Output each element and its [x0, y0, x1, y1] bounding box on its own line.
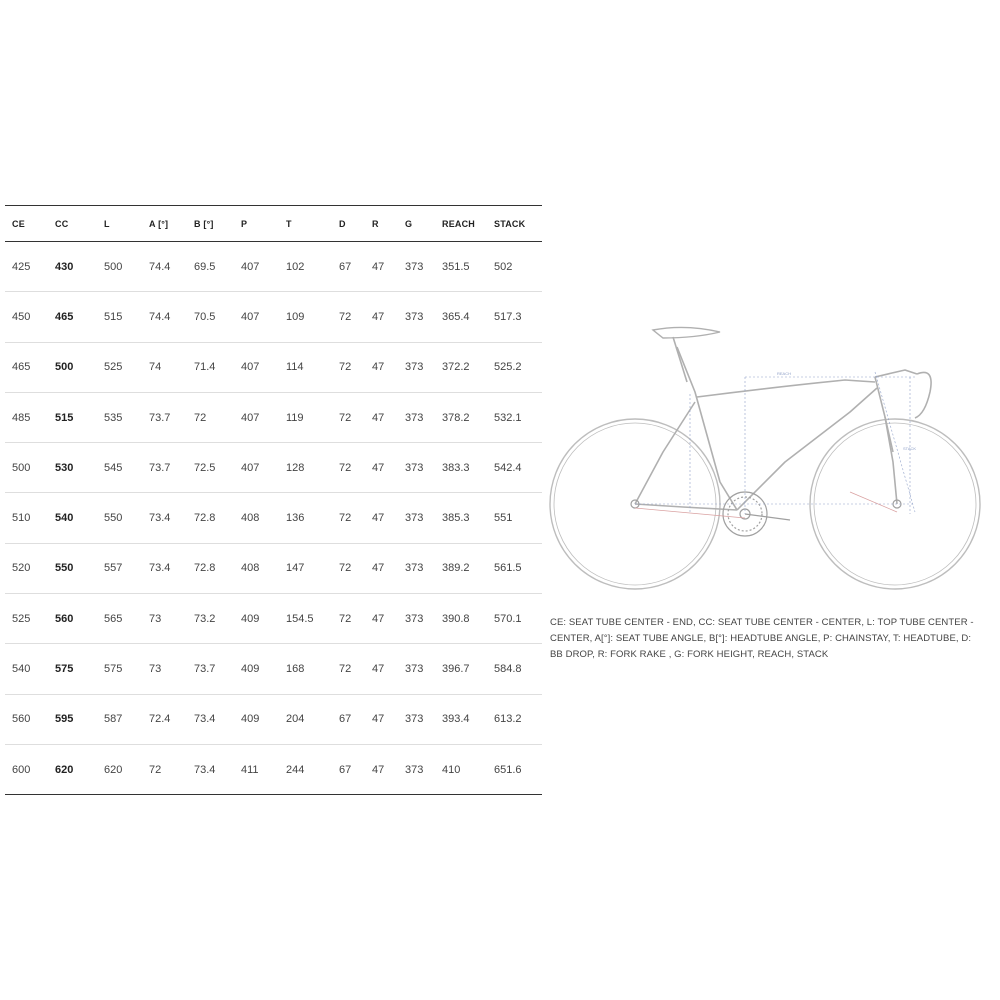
cell-d: 67	[332, 242, 365, 292]
cell-t: 128	[279, 443, 332, 493]
cell-d: 72	[332, 594, 365, 644]
cell-d: 72	[332, 543, 365, 593]
cell-t: 114	[279, 342, 332, 392]
cell-a: 73.7	[142, 392, 187, 442]
cell-cc: 560	[48, 594, 97, 644]
cell-d: 67	[332, 694, 365, 744]
table-row	[5, 292, 542, 342]
cell-r: 47	[365, 694, 398, 744]
cell-b: 72.5	[187, 443, 234, 493]
header-row	[5, 206, 542, 242]
cell-cc: 430	[48, 242, 97, 292]
cell-r: 47	[365, 443, 398, 493]
cell-ce: 450	[5, 292, 48, 342]
cell-b: 70.5	[187, 292, 234, 342]
cell-p: 407	[234, 292, 279, 342]
fork	[885, 417, 897, 504]
cell-d: 72	[332, 644, 365, 694]
header-b: B [°]	[194, 218, 214, 229]
cell-b: 73.4	[187, 694, 234, 744]
geometry-table-header	[5, 206, 542, 242]
geometry-table-body	[5, 242, 542, 795]
cell-b: 73.7	[187, 644, 234, 694]
cell-reach: 390.8	[435, 594, 487, 644]
cell-a: 73.7	[142, 443, 187, 493]
cell-g: 373	[398, 744, 435, 794]
cell-g: 373	[398, 292, 435, 342]
cell-t: 102	[279, 242, 332, 292]
header-a: A [°]	[149, 218, 169, 229]
cell-b: 69.5	[187, 242, 234, 292]
cell-t: 147	[279, 543, 332, 593]
cell-ce: 525	[5, 594, 48, 644]
cell-d: 72	[332, 342, 365, 392]
cell-ce: 560	[5, 694, 48, 744]
cell-reach: 396.7	[435, 644, 487, 694]
cell-g: 373	[398, 493, 435, 543]
cell-reach: 372.2	[435, 342, 487, 392]
cell-a: 74.4	[142, 292, 187, 342]
cell-p: 407	[234, 242, 279, 292]
cell-cc: 465	[48, 292, 97, 342]
cell-reach: 385.3	[435, 493, 487, 543]
table-row	[5, 392, 542, 442]
cell-g: 373	[398, 342, 435, 392]
table-row	[5, 694, 542, 744]
header-cc: CC	[55, 218, 69, 229]
cell-r: 47	[365, 292, 398, 342]
cell-d: 72	[332, 493, 365, 543]
cell-a: 72.4	[142, 694, 187, 744]
cell-stack: 570.1	[487, 594, 542, 644]
cell-l: 550	[97, 493, 142, 543]
cell-p: 408	[234, 543, 279, 593]
cell-a: 74	[142, 342, 187, 392]
geometry-legend: CE: SEAT TUBE CENTER - END, CC: SEAT TUBE CENTER - CENTER, L: TOP TUBE CENTER - CENTER, A[°]: SEAT TUBE ANGLE, B[°]: HEADTUBE ANGLE, P: CHAINSTAY, T: HEADTUBE, D: BB DROP, R: FORK RAKE , G: FORK HEIGHT, REACH, STACK	[550, 617, 974, 660]
cell-b: 73.2	[187, 594, 234, 644]
cell-l: 575	[97, 644, 142, 694]
cell-l: 535	[97, 392, 142, 442]
header-reach: REACH	[442, 218, 476, 229]
cell-cc: 620	[48, 744, 97, 794]
cell-a: 73.4	[142, 493, 187, 543]
cell-t: 119	[279, 392, 332, 442]
header-r: R	[372, 218, 379, 229]
cell-b: 72	[187, 392, 234, 442]
cell-g: 373	[398, 443, 435, 493]
cell-t: 168	[279, 644, 332, 694]
cell-stack: 651.6	[487, 744, 542, 794]
cell-stack: 532.1	[487, 392, 542, 442]
cell-r: 47	[365, 594, 398, 644]
cell-g: 373	[398, 392, 435, 442]
cell-d: 72	[332, 443, 365, 493]
cell-a: 73.4	[142, 543, 187, 593]
cell-r: 47	[365, 342, 398, 392]
cell-cc: 595	[48, 694, 97, 744]
cell-ce: 510	[5, 493, 48, 543]
cell-reach: 410	[435, 744, 487, 794]
bike-geometry-diagram	[545, 322, 995, 612]
cell-cc: 530	[48, 443, 97, 493]
seatstay	[635, 402, 695, 504]
cell-ce: 425	[5, 242, 48, 292]
cell-ce: 600	[5, 744, 48, 794]
cell-reach: 393.4	[435, 694, 487, 744]
handlebar	[915, 372, 931, 418]
table-row	[5, 543, 542, 593]
cell-g: 373	[398, 594, 435, 644]
down-tube	[737, 388, 877, 510]
table-row	[5, 594, 542, 644]
cell-t: 154.5	[279, 594, 332, 644]
cell-stack: 517.3	[487, 292, 542, 342]
cell-cc: 575	[48, 644, 97, 694]
reach-label: REACH	[777, 371, 792, 376]
cell-r: 47	[365, 392, 398, 442]
header-l: L	[104, 218, 110, 229]
cell-p: 409	[234, 694, 279, 744]
cell-cc: 500	[48, 342, 97, 392]
cell-l: 565	[97, 594, 142, 644]
cell-g: 373	[398, 694, 435, 744]
cell-t: 136	[279, 493, 332, 543]
cell-b: 73.4	[187, 744, 234, 794]
cell-p: 409	[234, 644, 279, 694]
cell-t: 244	[279, 744, 332, 794]
cell-ce: 465	[5, 342, 48, 392]
cell-p: 408	[234, 493, 279, 543]
geometry-table	[5, 205, 542, 795]
table-row	[5, 744, 542, 794]
table-row	[5, 493, 542, 543]
cell-g: 373	[398, 644, 435, 694]
table-row	[5, 342, 542, 392]
stem	[875, 370, 917, 377]
head-tube	[875, 377, 893, 452]
cell-l: 525	[97, 342, 142, 392]
table-row	[5, 242, 542, 292]
cell-stack: 613.2	[487, 694, 542, 744]
cell-r: 47	[365, 644, 398, 694]
header-d: D	[339, 218, 346, 229]
header-g: G	[405, 218, 413, 229]
header-p: P	[241, 218, 248, 229]
table-row	[5, 644, 542, 694]
cell-l: 500	[97, 242, 142, 292]
stack-label: STACK	[903, 446, 917, 451]
cell-a: 73	[142, 594, 187, 644]
cell-r: 47	[365, 493, 398, 543]
cell-p: 411	[234, 744, 279, 794]
cell-a: 72	[142, 744, 187, 794]
cell-p: 407	[234, 392, 279, 442]
cell-reach: 351.5	[435, 242, 487, 292]
cell-stack: 542.4	[487, 443, 542, 493]
cell-stack: 502	[487, 242, 542, 292]
cell-cc: 515	[48, 392, 97, 442]
saddle	[653, 327, 720, 338]
cell-t: 204	[279, 694, 332, 744]
cell-stack: 584.8	[487, 644, 542, 694]
cell-r: 47	[365, 543, 398, 593]
crankset	[723, 492, 790, 536]
cell-d: 72	[332, 392, 365, 442]
cell-stack: 561.5	[487, 543, 542, 593]
seat-tube	[677, 347, 737, 510]
cell-b: 72.8	[187, 493, 234, 543]
cell-cc: 540	[48, 493, 97, 543]
cell-cc: 550	[48, 543, 97, 593]
seatpost	[673, 337, 687, 382]
cell-l: 587	[97, 694, 142, 744]
cell-d: 72	[332, 292, 365, 342]
cell-a: 74.4	[142, 242, 187, 292]
cell-l: 620	[97, 744, 142, 794]
table-row	[5, 443, 542, 493]
cell-p: 407	[234, 342, 279, 392]
cell-reach: 365.4	[435, 292, 487, 342]
cell-a: 73	[142, 644, 187, 694]
cell-reach: 389.2	[435, 543, 487, 593]
cell-g: 373	[398, 543, 435, 593]
cell-d: 67	[332, 744, 365, 794]
cell-p: 409	[234, 594, 279, 644]
top-tube	[697, 380, 875, 397]
header-stack: STACK	[494, 218, 526, 229]
cell-ce: 500	[5, 443, 48, 493]
cell-l: 557	[97, 543, 142, 593]
cell-l: 545	[97, 443, 142, 493]
cell-ce: 540	[5, 644, 48, 694]
cell-p: 407	[234, 443, 279, 493]
cell-b: 72.8	[187, 543, 234, 593]
cell-stack: 551	[487, 493, 542, 543]
cell-reach: 378.2	[435, 392, 487, 442]
cell-r: 47	[365, 744, 398, 794]
cell-ce: 485	[5, 392, 48, 442]
header-t: T	[286, 218, 292, 229]
cell-t: 109	[279, 292, 332, 342]
cell-reach: 383.3	[435, 443, 487, 493]
cell-stack: 525.2	[487, 342, 542, 392]
cell-g: 373	[398, 242, 435, 292]
cell-b: 71.4	[187, 342, 234, 392]
cell-l: 515	[97, 292, 142, 342]
header-ce: CE	[12, 218, 25, 229]
cell-ce: 520	[5, 543, 48, 593]
cell-r: 47	[365, 242, 398, 292]
fork-height-line	[850, 492, 897, 512]
